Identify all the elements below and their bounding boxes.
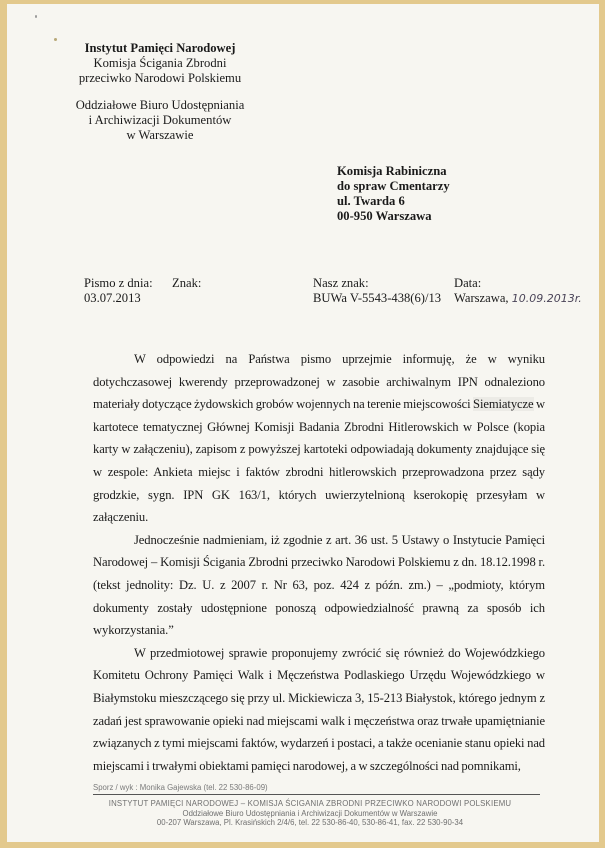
sender-commission: Komisja Ścigania Zbrodni	[93, 56, 227, 70]
letter-date-value: 03.07.2013	[84, 291, 141, 305]
footer-address: 00-207 Warszawa, Pl. Krasińskich 2/4/6, tel. 22 530-86-40, 530-86-41, fax. 22 530-90-34	[156, 818, 464, 827]
recipient-name-cont: do spraw Cmentarzy	[337, 179, 450, 193]
sender-institution: Instytut Pamięci Narodowej	[84, 41, 236, 55]
date-value	[454, 291, 582, 306]
place-name: Siemiatycze	[473, 397, 534, 412]
scan-speck	[35, 15, 37, 18]
body-paragraph	[93, 348, 545, 529]
sign-field	[172, 276, 201, 291]
letter-date-label: Pismo z dnia:	[84, 276, 153, 290]
letterhead-footer	[70, 799, 550, 828]
sender-office-cont: i Archiwizacji Dokumentów	[88, 113, 232, 127]
sign-label: Znak:	[172, 276, 202, 290]
body-paragraph: Jednocześnie nadmieniam, iż zgodnie z art. 36 ust. 5 Ustawy o Instytucie Pamięci Narodowej – Komisji Ścigania Zbrodni przeciwko Narodowi Polskiemu z dn. 18.12.1998 r. (tekst jednolity: Dz. U. z 2007 r. Nr 63, poz. 424 z późn. zm.) – „podmioty, którym dokumenty zostały udostępnione ponoszą odpowiedzialność prawną za sposób ich wykorzystania.”	[93, 532, 545, 638]
footer-office: Oddziałowe Biuro Udostępniania i Archiwizacji Dokumentów w Warszawie	[182, 808, 438, 818]
date-label: Data:	[454, 276, 482, 290]
recipient-block	[337, 164, 450, 224]
recipient-postcode-city: 00-950 Warszawa	[337, 209, 432, 223]
scan-speck	[54, 38, 57, 41]
our-ref-field	[313, 276, 441, 306]
sender-city: w Warszawie	[126, 128, 194, 142]
footer-institution: INSTYTUT PAMIĘCI NARODOWEJ – KOMISJA ŚCIGANIA ZBRODNI PRZECIWKO NARODOWI POLSKIEMU	[108, 799, 512, 808]
body-text: W odpowiedzi na Państwa pismo uprzejmie informuję, że w wyniku dotychczasowej kwerendy przeprowadzonej w zasobie archiwalnym IPN odnaleziono materiały dotyczące żydowskich grobów wojennych na terenie miejscowości	[93, 352, 545, 412]
body-text: w kartotece tematycznej Głównej Komisji Badania Zbrodni Hitlerowskich w Polsce (kopia karty w załączeniu), zapisom z powyższej kartoteki odpowiadają dokumenty znajdujące się w zespole: Ankieta miejsc i faktów zbrodni hitlerowskich przeprowadzona przez sądy grodzkie, sygn. IPN GK 163/1, których uwierzytelnioną kserokopię przesyłam w załączeniu.	[93, 397, 545, 525]
sender-commission-cont: przeciwko Narodowi Polskiemu	[78, 71, 242, 85]
date-field	[454, 276, 582, 306]
body-paragraph: W przedmiotowej sprawie proponujemy zwrócić się również do Wojewódzkiego Komitetu Ochrony Pamięci Walk i Męczeństwa Podlaskiego Urzędu Wojewódzkiego w Białymstoku mieszczącego się przy ul. Mickiewicza 3, 15-213 Białystok, którego jednym z zadań jest sprawowanie opieki nad miejscami walk i męczeństwa oraz trwałe upamiętnianie związanych z tymi miejscami faktów, wydarzeń i postaci, a także ocenianie stanu opieki nad miejscami i trwałymi obiektami pamięci narodowej, a w szczególności nad pomnikami,	[93, 645, 545, 773]
recipient-name: Komisja Rabiniczna	[337, 164, 447, 178]
our-ref-label: Nasz znak:	[313, 276, 369, 290]
our-ref-value: BUWa V-5543-438(6)/13	[313, 291, 442, 305]
date-place: Warszawa,	[454, 291, 509, 305]
handwritten-date: 10.09.2013r.	[511, 292, 582, 305]
letter-body	[93, 348, 545, 777]
sender-block	[60, 41, 260, 143]
prepared-by-line: Sporz / wyk : Monika Gajewska (tel. 22 530-86-09)	[93, 783, 540, 795]
letter-date-field	[84, 276, 153, 306]
sender-office: Oddziałowe Biuro Udostępniania	[75, 98, 245, 112]
recipient-street: ul. Twarda 6	[337, 194, 405, 208]
